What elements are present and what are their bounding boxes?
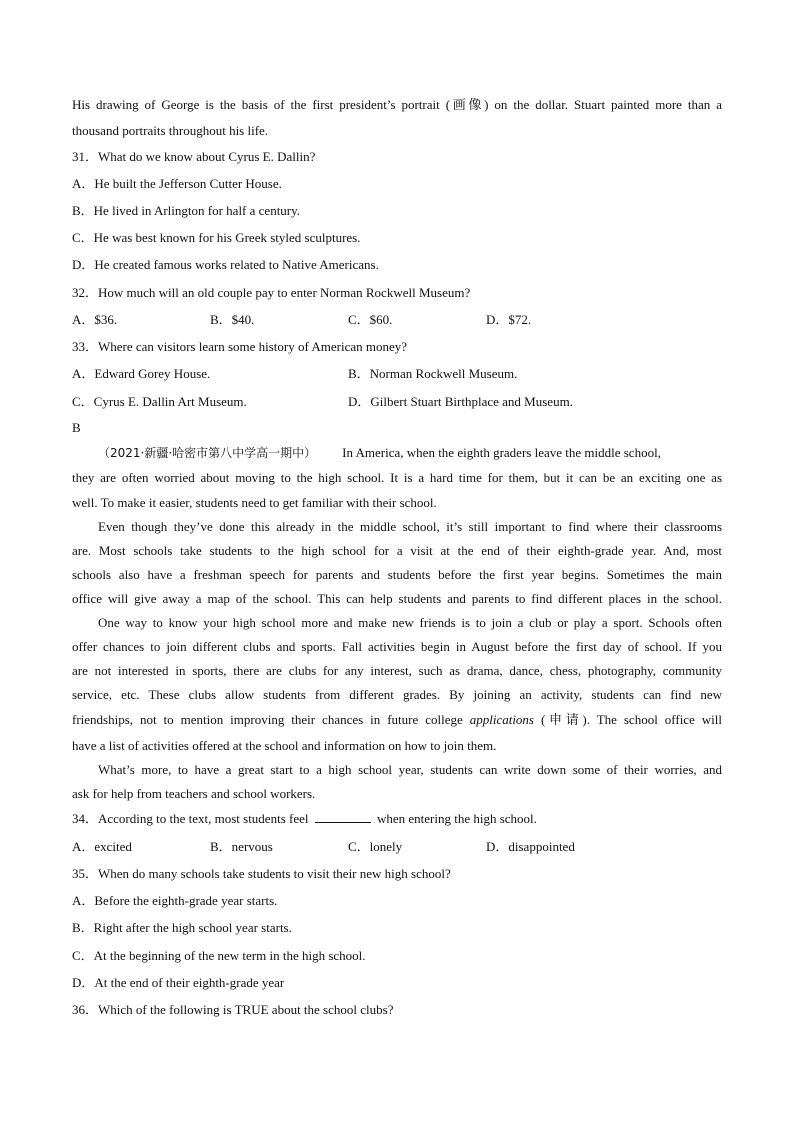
question-35-option-c: C．At the beginning of the new term in the high school. bbox=[72, 948, 366, 963]
question-31-stem: 31．What do we know about Cyrus E. Dallin? bbox=[72, 149, 316, 164]
question-32-stem: 32．How much will an old couple pay to enter Norman Rockwell Museum? bbox=[72, 285, 471, 300]
source-citation: （2021·新疆·哈密市第八中学高一期中） bbox=[98, 446, 317, 460]
section-b-label: B bbox=[72, 420, 81, 435]
passage-b-p2-line-3: schools also have a freshman speech for parents and students before the first year begins. Sometimes the main bbox=[72, 567, 722, 582]
answer-blank bbox=[315, 810, 371, 823]
passage-b-p1-line-2: they are often worried about moving to the high school. It is a hard time for them, but it can be an exciting one as bbox=[72, 470, 722, 485]
question-34-option-b: B．nervous bbox=[210, 839, 273, 854]
question-32-option-c: C．$60. bbox=[348, 312, 393, 327]
question-31-option-c: C．He was best known for his Greek styled sculptures. bbox=[72, 230, 361, 245]
passage-b-p1-line-3: well. To make it easier, students need to get familiar with their school. bbox=[72, 495, 437, 510]
passage-b-p3-line-2: offer chances to join different clubs and sports. Fall activities begin in August before the first day of school. If you bbox=[72, 639, 722, 654]
question-35-stem: 35．When do many schools take students to visit their new high school? bbox=[72, 866, 451, 881]
question-34-option-c: C．lonely bbox=[348, 839, 403, 854]
question-33-options-row-1 bbox=[72, 365, 722, 383]
passage-b-p4-line-1: What’s more, to have a great start to a high school year, students can write down some of their worries, and bbox=[98, 762, 722, 777]
question-34-option-a: A．excited bbox=[72, 839, 132, 854]
question-34-options bbox=[72, 838, 722, 856]
question-31-option-d: D．He created famous works related to Native Americans. bbox=[72, 257, 379, 272]
question-31-option-a: A．He built the Jefferson Cutter House. bbox=[72, 176, 282, 191]
question-34-stem-post: when entering the high school. bbox=[376, 811, 537, 826]
passage-b-p3-line-5-post: (申请). The school office will bbox=[540, 712, 723, 727]
question-32-option-b: B．$40. bbox=[210, 312, 255, 327]
passage-b-p1-line-1: In America, when the eighth graders leave the middle school, bbox=[342, 445, 661, 460]
question-33-option-b: B．Norman Rockwell Museum. bbox=[348, 366, 518, 381]
question-31-option-b: B．He lived in Arlington for half a century. bbox=[72, 203, 301, 218]
question-33-option-d: D．Gilbert Stuart Birthplace and Museum. bbox=[348, 394, 573, 409]
passage-b-p3-line-6: have a list of activities offered at the school and information on how to join them. bbox=[72, 738, 497, 753]
question-33-stem: 33．Where can visitors learn some history of American money? bbox=[72, 339, 408, 354]
question-32-option-d: D．$72. bbox=[486, 312, 532, 327]
question-36-stem: 36．Which of the following is TRUE about the school clubs? bbox=[72, 1002, 394, 1017]
question-34-option-d: D．disappointed bbox=[486, 839, 575, 854]
passage-b-p2-line-1: Even though they’ve done this already in the middle school, it’s still important to find where their classrooms bbox=[98, 519, 722, 534]
passage-b-p4-line-2: ask for help from teachers and school workers. bbox=[72, 786, 316, 801]
intro-line-2: thousand portraits throughout his life. bbox=[72, 123, 269, 138]
question-32-option-a: A．$36. bbox=[72, 312, 118, 327]
passage-b-p3-line-5-italic: applications bbox=[469, 712, 534, 727]
question-35-option-a: A．Before the eighth-grade year starts. bbox=[72, 893, 278, 908]
passage-b-p2-line-2: are. Most schools take students to the high school for a visit at the end of their eighth-grade year. And, most bbox=[72, 543, 722, 558]
question-33-option-a: A．Edward Gorey House. bbox=[72, 366, 211, 381]
passage-b-p3-line-5 bbox=[72, 711, 722, 729]
question-35-option-d: D．At the end of their eighth-grade year bbox=[72, 975, 285, 990]
question-34-stem bbox=[72, 810, 537, 828]
question-33-options-row-2 bbox=[72, 393, 722, 411]
passage-b-p2-line-4: office will give away a map of the school. This can help students and parents to find different places in the school. bbox=[72, 591, 722, 606]
question-33-option-c: C．Cyrus E. Dallin Art Museum. bbox=[72, 394, 247, 409]
question-34-stem-pre: 34．According to the text, most students feel bbox=[72, 811, 309, 826]
question-35-option-b: B．Right after the high school year starts. bbox=[72, 920, 292, 935]
passage-b-p3-line-3: are not interested in sports, there are clubs for any interest, such as drama, dance, chess, photography, community bbox=[72, 663, 722, 678]
passage-b-p3-line-4: service, etc. These clubs allow students from different grades. By joining an activity, students can find new bbox=[72, 687, 722, 702]
question-32-options bbox=[72, 311, 722, 329]
passage-b-p3-line-5-pre: friendships, not to mention improving their chances in future college bbox=[72, 712, 463, 727]
passage-b-p3-line-1: One way to know your high school more and make new friends is to join a club or play a sport. Schools often bbox=[98, 615, 722, 630]
intro-line-1: His drawing of George is the basis of the first president’s portrait (画像) on the dollar. Stuart painted more than a bbox=[72, 97, 722, 112]
passage-b-first-line bbox=[98, 444, 722, 462]
